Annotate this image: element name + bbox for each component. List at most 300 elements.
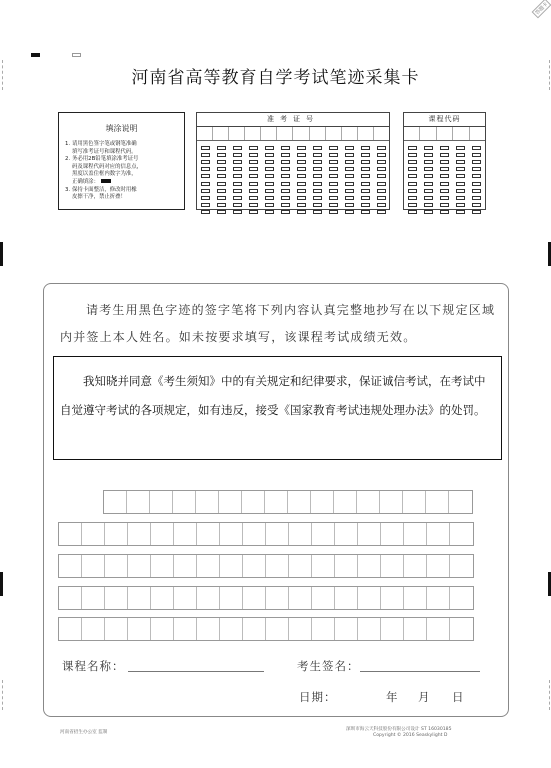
answer-bubble[interactable]: [233, 182, 242, 186]
instruction-item: [65, 156, 180, 164]
answer-bubble[interactable]: [456, 167, 465, 171]
copy-grid-row[interactable]: [58, 522, 474, 546]
copy-grid-cell[interactable]: [197, 587, 220, 609]
answer-bubble[interactable]: [217, 153, 226, 157]
answer-bubble[interactable]: [377, 189, 386, 193]
answer-bubble[interactable]: [329, 210, 338, 214]
answer-bubble[interactable]: [329, 160, 338, 164]
copy-grid-cell[interactable]: [450, 555, 473, 577]
copy-grid-row[interactable]: [58, 554, 474, 578]
answer-bubble[interactable]: [472, 182, 481, 186]
copy-grid-cell[interactable]: [219, 491, 242, 513]
copy-grid-cell[interactable]: [312, 523, 335, 545]
answer-bubble[interactable]: [249, 167, 258, 171]
signature-line[interactable]: [360, 671, 480, 672]
copy-grid-cell[interactable]: [403, 491, 426, 513]
answer-bubble[interactable]: [265, 203, 274, 207]
answer-bubble[interactable]: [440, 174, 449, 178]
answer-bubble[interactable]: [281, 196, 290, 200]
answer-bubble[interactable]: [313, 146, 322, 150]
copy-grid-cell[interactable]: [196, 491, 219, 513]
answer-bubble[interactable]: [424, 189, 433, 193]
digit-write-cell[interactable]: [342, 127, 358, 140]
answer-bubble[interactable]: [424, 174, 433, 178]
answer-bubble[interactable]: [249, 203, 258, 207]
answer-bubble[interactable]: [408, 210, 417, 214]
answer-bubble[interactable]: [456, 203, 465, 207]
copy-grid-cell[interactable]: [450, 523, 473, 545]
answer-bubble[interactable]: [472, 174, 481, 178]
admission-number-grid: [196, 112, 390, 210]
digit-write-cell[interactable]: [293, 127, 309, 140]
answer-bubble[interactable]: [281, 160, 290, 164]
copy-grid-cell[interactable]: [243, 587, 266, 609]
answer-bubble[interactable]: [265, 153, 274, 157]
answer-bubble[interactable]: [361, 146, 370, 150]
copy-grid-cell[interactable]: [335, 523, 358, 545]
answer-bubble[interactable]: [424, 203, 433, 207]
copy-grid-cell[interactable]: [105, 587, 128, 609]
copy-grid-cell[interactable]: [335, 618, 358, 640]
answer-bubble[interactable]: [456, 174, 465, 178]
copy-grid-cell[interactable]: [404, 587, 427, 609]
answer-bubble[interactable]: [377, 203, 386, 207]
copy-grid-cell[interactable]: [358, 555, 381, 577]
answer-bubble[interactable]: [249, 160, 258, 164]
copy-grid-cell[interactable]: [289, 523, 312, 545]
answer-bubble[interactable]: [424, 146, 433, 150]
copy-grid-cell[interactable]: [151, 587, 174, 609]
answer-bubble[interactable]: [424, 153, 433, 157]
answer-bubble[interactable]: [201, 146, 210, 150]
copy-grid-cell[interactable]: [312, 555, 335, 577]
copy-grid-cell[interactable]: [150, 491, 173, 513]
answer-bubble[interactable]: [345, 210, 354, 214]
instruction-text-with-sample: [65, 179, 180, 187]
copy-grid-cell[interactable]: [105, 523, 128, 545]
copy-grid-cell[interactable]: [404, 523, 427, 545]
answer-bubble[interactable]: [345, 174, 354, 178]
digit-write-cell[interactable]: [229, 127, 245, 140]
answer-bubble[interactable]: [408, 196, 417, 200]
answer-bubble[interactable]: [424, 182, 433, 186]
copy-grid-cell[interactable]: [128, 618, 151, 640]
answer-bubble[interactable]: [440, 189, 449, 193]
answer-bubble[interactable]: [424, 196, 433, 200]
answer-bubble[interactable]: [377, 167, 386, 171]
copy-grid-row[interactable]: [58, 617, 474, 641]
answer-bubble[interactable]: [233, 160, 242, 164]
answer-bubble[interactable]: [345, 153, 354, 157]
answer-bubble[interactable]: [377, 210, 386, 214]
copy-grid-cell[interactable]: [266, 587, 289, 609]
answer-bubble[interactable]: [249, 196, 258, 200]
answer-bubble[interactable]: [281, 167, 290, 171]
answer-bubble[interactable]: [361, 210, 370, 214]
answer-bubble[interactable]: [345, 203, 354, 207]
bubble-column: [229, 144, 245, 216]
instructions-title: 填涂说明: [105, 124, 138, 133]
answer-bubble[interactable]: [472, 153, 481, 157]
answer-bubble[interactable]: [408, 174, 417, 178]
course-code-write-row[interactable]: [404, 127, 485, 141]
answer-bubble[interactable]: [201, 189, 210, 193]
digit-write-cell[interactable]: [420, 127, 436, 140]
copy-grid-cell[interactable]: [243, 523, 266, 545]
answer-bubble[interactable]: [377, 146, 386, 150]
answer-bubble[interactable]: [313, 153, 322, 157]
answer-bubble[interactable]: [440, 160, 449, 164]
copy-grid-cell[interactable]: [358, 587, 381, 609]
year-label: 年: [386, 690, 399, 704]
answer-bubble[interactable]: [201, 153, 210, 157]
answer-bubble[interactable]: [281, 146, 290, 150]
copy-grid-cell[interactable]: [105, 555, 128, 577]
copy-grid-cell[interactable]: [59, 618, 82, 640]
answer-bubble[interactable]: [313, 203, 322, 207]
answer-bubble[interactable]: [249, 146, 258, 150]
digit-write-cell[interactable]: [261, 127, 277, 140]
answer-bubble[interactable]: [265, 210, 274, 214]
bubble-column: [404, 144, 420, 216]
answer-bubble[interactable]: [329, 203, 338, 207]
admission-number-write-row[interactable]: [197, 127, 389, 141]
answer-bubble[interactable]: [472, 160, 481, 164]
answer-bubble[interactable]: [408, 189, 417, 193]
answer-bubble[interactable]: [361, 153, 370, 157]
copy-grid-cell[interactable]: [381, 523, 404, 545]
copy-grid-cell[interactable]: [380, 491, 403, 513]
answer-bubble[interactable]: [377, 153, 386, 157]
answer-bubble[interactable]: [233, 153, 242, 157]
answer-bubble[interactable]: [249, 174, 258, 178]
answer-bubble[interactable]: [361, 160, 370, 164]
copy-grid-cell[interactable]: [220, 555, 243, 577]
answer-bubble[interactable]: [313, 210, 322, 214]
answer-bubble[interactable]: [408, 203, 417, 207]
answer-bubble[interactable]: [249, 182, 258, 186]
digit-write-cell[interactable]: [277, 127, 293, 140]
digit-write-cell[interactable]: [470, 127, 485, 140]
answer-bubble[interactable]: [377, 182, 386, 186]
answer-bubble[interactable]: [313, 167, 322, 171]
copy-grid-cell[interactable]: [450, 618, 473, 640]
answer-bubble[interactable]: [265, 182, 274, 186]
copy-grid-cell[interactable]: [404, 618, 427, 640]
answer-bubble[interactable]: [329, 196, 338, 200]
answer-bubble[interactable]: [472, 146, 481, 150]
answer-bubble[interactable]: [361, 196, 370, 200]
answer-bubble[interactable]: [201, 174, 210, 178]
answer-bubble[interactable]: [265, 174, 274, 178]
copy-grid-cell[interactable]: [104, 491, 127, 513]
answer-bubble[interactable]: [329, 146, 338, 150]
answer-bubble[interactable]: [472, 210, 481, 214]
copy-grid-cell[interactable]: [59, 587, 82, 609]
answer-bubble[interactable]: [361, 167, 370, 171]
copy-grid-cell[interactable]: [266, 618, 289, 640]
signature-label: 考生签名：: [297, 659, 360, 673]
answer-bubble[interactable]: [281, 189, 290, 193]
copy-grid-cell[interactable]: [82, 555, 105, 577]
copy-grid-cell[interactable]: [266, 523, 289, 545]
answer-bubble[interactable]: [456, 160, 465, 164]
answer-bubble[interactable]: [345, 189, 354, 193]
answer-bubble[interactable]: [201, 160, 210, 164]
copy-grid-cell[interactable]: [335, 587, 358, 609]
answer-bubble[interactable]: [329, 189, 338, 193]
copy-grid-cell[interactable]: [151, 523, 174, 545]
answer-bubble[interactable]: [217, 146, 226, 150]
digit-write-cell[interactable]: [197, 127, 213, 140]
course-name-line[interactable]: [128, 671, 264, 672]
answer-bubble[interactable]: [408, 146, 417, 150]
answer-bubble[interactable]: [329, 167, 338, 171]
copy-grid-cell[interactable]: [243, 555, 266, 577]
answer-bubble[interactable]: [313, 189, 322, 193]
answer-bubble[interactable]: [201, 182, 210, 186]
copy-grid-row[interactable]: [103, 490, 473, 514]
answer-bubble[interactable]: [456, 182, 465, 186]
copy-grid-cell[interactable]: [197, 523, 220, 545]
answer-bubble[interactable]: [233, 189, 242, 193]
copy-grid-cell[interactable]: [334, 491, 357, 513]
answer-bubble[interactable]: [345, 160, 354, 164]
copy-grid-cell[interactable]: [128, 523, 151, 545]
copy-grid-cell[interactable]: [265, 491, 288, 513]
copy-grid-cell[interactable]: [289, 555, 312, 577]
answer-bubble[interactable]: [281, 182, 290, 186]
answer-bubble[interactable]: [377, 174, 386, 178]
answer-bubble[interactable]: [440, 146, 449, 150]
answer-bubble[interactable]: [217, 182, 226, 186]
answer-bubble[interactable]: [456, 196, 465, 200]
answer-bubble[interactable]: [281, 153, 290, 157]
answer-bubble[interactable]: [361, 189, 370, 193]
digit-write-cell[interactable]: [358, 127, 374, 140]
copy-grid-cell[interactable]: [127, 491, 150, 513]
answer-bubble[interactable]: [313, 196, 322, 200]
copy-grid-cell[interactable]: [220, 587, 243, 609]
answer-bubble[interactable]: [233, 167, 242, 171]
copy-grid-cell[interactable]: [357, 491, 380, 513]
instruction-number: 1.: [65, 141, 71, 147]
answer-bubble[interactable]: [297, 160, 306, 164]
instruction-text: 务必用2B铅笔填涂准考证号: [72, 156, 139, 163]
copy-grid-cell[interactable]: [174, 618, 197, 640]
copy-grid-row[interactable]: [58, 586, 474, 610]
digit-write-cell[interactable]: [326, 127, 342, 140]
answer-bubble[interactable]: [233, 146, 242, 150]
answer-bubble[interactable]: [297, 203, 306, 207]
answer-bubble[interactable]: [265, 160, 274, 164]
copy-grid-cell[interactable]: [220, 618, 243, 640]
answer-bubble[interactable]: [201, 203, 210, 207]
digit-write-cell[interactable]: [404, 127, 420, 140]
answer-bubble[interactable]: [472, 203, 481, 207]
answer-bubble[interactable]: [456, 146, 465, 150]
answer-bubble[interactable]: [472, 196, 481, 200]
answer-bubble[interactable]: [440, 182, 449, 186]
copy-grid-cell[interactable]: [404, 555, 427, 577]
answer-bubble[interactable]: [361, 174, 370, 178]
filled-bubble-sample: [101, 179, 111, 183]
answer-bubble[interactable]: [456, 153, 465, 157]
answer-bubble[interactable]: [201, 210, 210, 214]
answer-bubble[interactable]: [297, 189, 306, 193]
copy-grid-cell[interactable]: [311, 491, 334, 513]
answer-bubble[interactable]: [313, 182, 322, 186]
copy-grid-cell[interactable]: [358, 523, 381, 545]
answer-bubble[interactable]: [249, 189, 258, 193]
answer-bubble[interactable]: [265, 167, 274, 171]
copy-grid-cell[interactable]: [426, 491, 449, 513]
digit-write-cell[interactable]: [437, 127, 453, 140]
copy-grid-cell[interactable]: [151, 555, 174, 577]
answer-bubble[interactable]: [456, 189, 465, 193]
answer-bubble[interactable]: [297, 210, 306, 214]
digit-write-cell[interactable]: [310, 127, 326, 140]
answer-bubble[interactable]: [408, 167, 417, 171]
answer-bubble[interactable]: [345, 167, 354, 171]
answer-bubble[interactable]: [329, 182, 338, 186]
answer-bubble[interactable]: [249, 153, 258, 157]
digit-write-cell[interactable]: [453, 127, 469, 140]
answer-bubble[interactable]: [233, 203, 242, 207]
answer-bubble[interactable]: [345, 146, 354, 150]
answer-bubble[interactable]: [249, 210, 258, 214]
copy-grid-cell[interactable]: [427, 555, 450, 577]
answer-bubble[interactable]: [217, 167, 226, 171]
copy-grid-cell[interactable]: [174, 587, 197, 609]
copy-grid-cell[interactable]: [289, 618, 312, 640]
answer-bubble[interactable]: [297, 146, 306, 150]
copy-grid-cell[interactable]: [82, 618, 105, 640]
copy-grid-cell[interactable]: [449, 491, 472, 513]
copy-grid-cell[interactable]: [242, 491, 265, 513]
copy-grid-cell[interactable]: [220, 523, 243, 545]
copy-grid-cell[interactable]: [381, 618, 404, 640]
digit-write-cell[interactable]: [213, 127, 229, 140]
digit-write-cell[interactable]: [245, 127, 261, 140]
answer-bubble[interactable]: [313, 174, 322, 178]
answer-bubble[interactable]: [297, 196, 306, 200]
copy-grid-cell[interactable]: [243, 618, 266, 640]
answer-bubble[interactable]: [345, 196, 354, 200]
answer-bubble[interactable]: [217, 189, 226, 193]
answer-bubble[interactable]: [265, 196, 274, 200]
copy-grid-cell[interactable]: [427, 523, 450, 545]
answer-bubble[interactable]: [329, 174, 338, 178]
bubble-column: [197, 144, 213, 216]
answer-bubble[interactable]: [233, 174, 242, 178]
answer-bubble[interactable]: [424, 160, 433, 164]
answer-bubble[interactable]: [345, 182, 354, 186]
answer-bubble[interactable]: [440, 167, 449, 171]
answer-bubble[interactable]: [408, 153, 417, 157]
copy-grid-cell[interactable]: [427, 618, 450, 640]
copy-grid-cell[interactable]: [427, 587, 450, 609]
copy-grid-cell[interactable]: [173, 491, 196, 513]
answer-bubble[interactable]: [217, 196, 226, 200]
answer-bubble[interactable]: [408, 160, 417, 164]
answer-bubble[interactable]: [361, 182, 370, 186]
answer-bubble[interactable]: [201, 196, 210, 200]
answer-bubble[interactable]: [281, 203, 290, 207]
copy-grid-cell[interactable]: [128, 555, 151, 577]
course-code-bubbles[interactable]: [404, 141, 485, 216]
answer-bubble[interactable]: [329, 153, 338, 157]
answer-bubble[interactable]: [440, 210, 449, 214]
copy-grid-cell[interactable]: [151, 618, 174, 640]
timing-mark: [0, 242, 3, 266]
answer-bubble[interactable]: [440, 203, 449, 207]
answer-bubble[interactable]: [361, 203, 370, 207]
copy-grid-cell[interactable]: [289, 587, 312, 609]
answer-bubble[interactable]: [440, 196, 449, 200]
copy-grid-cell[interactable]: [105, 618, 128, 640]
answer-bubble[interactable]: [217, 203, 226, 207]
answer-bubble[interactable]: [377, 196, 386, 200]
answer-bubble[interactable]: [265, 189, 274, 193]
answer-bubble[interactable]: [217, 174, 226, 178]
answer-bubble[interactable]: [281, 174, 290, 178]
answer-bubble[interactable]: [377, 160, 386, 164]
answer-bubble[interactable]: [313, 160, 322, 164]
copy-grid-cell[interactable]: [82, 587, 105, 609]
answer-bubble[interactable]: [424, 167, 433, 171]
copy-grid-cell[interactable]: [381, 555, 404, 577]
copy-grid-cell[interactable]: [450, 587, 473, 609]
copy-grid-cell[interactable]: [312, 618, 335, 640]
answer-bubble[interactable]: [217, 210, 226, 214]
answer-bubble[interactable]: [281, 210, 290, 214]
answer-bubble[interactable]: [297, 153, 306, 157]
copy-grid-cell[interactable]: [82, 523, 105, 545]
answer-bubble[interactable]: [472, 189, 481, 193]
copy-grid-cell[interactable]: [358, 618, 381, 640]
answer-bubble[interactable]: [424, 210, 433, 214]
copy-grid-cell[interactable]: [197, 555, 220, 577]
admission-number-bubbles[interactable]: [197, 141, 389, 216]
copy-grid-cell[interactable]: [312, 587, 335, 609]
copy-grid-cell[interactable]: [266, 555, 289, 577]
copy-grid-cell[interactable]: [381, 587, 404, 609]
answer-bubble[interactable]: [456, 210, 465, 214]
answer-bubble[interactable]: [440, 153, 449, 157]
copy-grid-cell[interactable]: [59, 523, 82, 545]
copy-grid-cell[interactable]: [174, 555, 197, 577]
answer-bubble[interactable]: [472, 167, 481, 171]
answer-bubble[interactable]: [265, 146, 274, 150]
copy-grid-cell[interactable]: [174, 523, 197, 545]
answer-bubble[interactable]: [297, 182, 306, 186]
copy-grid-cell[interactable]: [197, 618, 220, 640]
answer-bubble[interactable]: [201, 167, 210, 171]
answer-bubble[interactable]: [217, 160, 226, 164]
copy-grid-cell[interactable]: [335, 555, 358, 577]
answer-bubble[interactable]: [408, 182, 417, 186]
answer-bubble[interactable]: [297, 174, 306, 178]
bubble-column: [436, 144, 452, 216]
copy-grid-cell[interactable]: [59, 555, 82, 577]
answer-bubble[interactable]: [297, 167, 306, 171]
answer-bubble[interactable]: [233, 210, 242, 214]
copy-grid-cell[interactable]: [288, 491, 311, 513]
copy-grid-cell[interactable]: [128, 587, 151, 609]
answer-bubble[interactable]: [233, 196, 242, 200]
digit-write-cell[interactable]: [374, 127, 389, 140]
